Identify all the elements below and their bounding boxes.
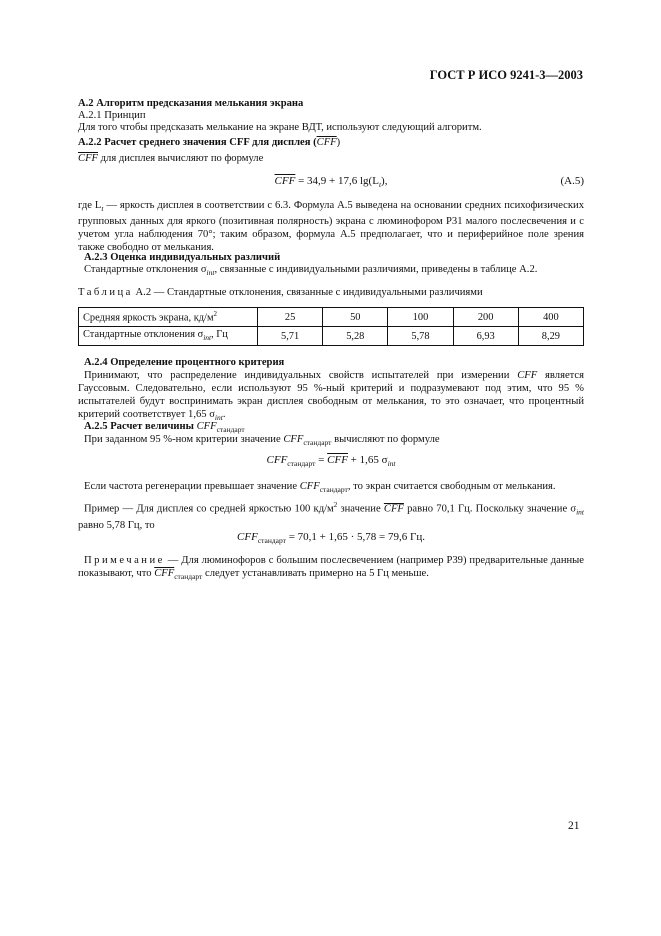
table-cell: 5,78 [388, 327, 453, 346]
example-text: Пример — Для дисплея со средней яркостью 100 $кд/м^2$ значение $\overline{CFF}$ равно 70,1 Гц. Поскольку значение $\sigma_{int}$ равно 5,78 Гц, то [78, 501, 585, 531]
document-header: ГОСТ Р ИСО 9241-3—2003 [429, 68, 583, 82]
deviation-table [78, 307, 584, 346]
table-cell: 5,28 [323, 327, 388, 346]
table-cell: 6,93 [453, 327, 518, 346]
table-row [79, 308, 584, 327]
section-a22-intro: $\overline{CFF}$ для дисплея вычисляют по формуле [78, 153, 264, 164]
table-cell: 200 [453, 308, 518, 327]
table-cell: 100 [388, 308, 453, 327]
section-a25-text: При заданном 95 %-ном критерии значение $CFF_{стандарт}$ вычисляют по формуле [84, 434, 440, 448]
formula-a5: $\overline{CFF} = 34,9 + 17,6$ $\lg(L_t)$, (А.5) [274, 175, 584, 190]
formula-number: (А.5) [560, 175, 584, 187]
row-label: Средняя яркость экрана, $кд/м^2$ [79, 308, 258, 327]
table-row [79, 327, 584, 346]
section-a23-text: Стандартные отклонения $\sigma_{int}$, связанные с индивидуальными различиями, приведены в таблице А.2. [84, 264, 538, 278]
section-a22-explanation: где $L_t$ — яркость дисплея в соответствии с 6.3. Формула А.5 выведена на основании средних психофизических групповых данных для яркого (позитивная полярность) экрана с люминофором Р31 малого послесвечения и с учетом угла наблюдения 70°; таким образом, формула А.5 предполагает, что и периферийное поле зрения также свободно от мелькания. [78, 200, 584, 254]
table-cell: 8,29 [518, 327, 583, 346]
section-a23-heading: А.2.3 Оценка индивидуальных различий [84, 252, 281, 263]
formula-cff-standard: $CFF_{стандарт} = \overline{CFF} + 1,65$ $\sigma_{int}$ [266, 454, 396, 469]
row-label: Стандартные отклонения $\sigma_{int}$, Гц [79, 327, 258, 346]
table-cell: 25 [258, 308, 323, 327]
page-number: 21 [568, 820, 580, 832]
section-a21-text: Для того чтобы предсказать мелькание на экране ВДТ, используют следующий алгоритм. [78, 122, 482, 133]
section-a24-text: Принимают, что распределение индивидуальных свойств испытателей при измерении CFF является Гауссовым. Следовательно, если используют 95 %-ный критерий и подразумевают под этим, что 95 % испытателей будут воспринимать экран дисплея свободным от мелькания, то это означает, что процентный критерий соответствует 1,65 $\sigma_{int}$. [78, 370, 584, 423]
formula-example: $CFF_{стандарт} = 70,1 + 1,65 \cdot 5,78 = 79,6$ Гц. [237, 531, 425, 546]
section-a24-heading: А.2.4 Определение процентного критерия [84, 357, 285, 368]
note-text: Примечание — Для люминофоров с большим послесвечением (например Р39) предварительные данные показывают, что $\overline{CFF}_{стандарт}$ следует устанавливать примерно на 5 Гц меньше. [78, 555, 584, 582]
section-a21-heading: А.2.1 Принцип [78, 110, 146, 121]
section-a25-heading: А.2.5 Расчет величины $CFF_{стандарт}$ [84, 421, 245, 435]
table-caption: Таблица А.2 — Стандартные отклонения, связанные с индивидуальными различиями [78, 287, 483, 298]
table-cell: 50 [323, 308, 388, 327]
refresh-rate-text: Если частота регенерации превышает значение $CFF_{стандарт}$, то экран считается свободным от мелькания. [84, 481, 556, 495]
section-a2-heading: А.2 Алгоритм предсказания мелькания экрана [78, 98, 304, 109]
table-cell: 5,71 [258, 327, 323, 346]
section-a22-heading: А.2.2 Расчет среднего значения CFF для дисплея $(\overline{CFF})$ [78, 137, 341, 148]
table-cell: 400 [518, 308, 583, 327]
